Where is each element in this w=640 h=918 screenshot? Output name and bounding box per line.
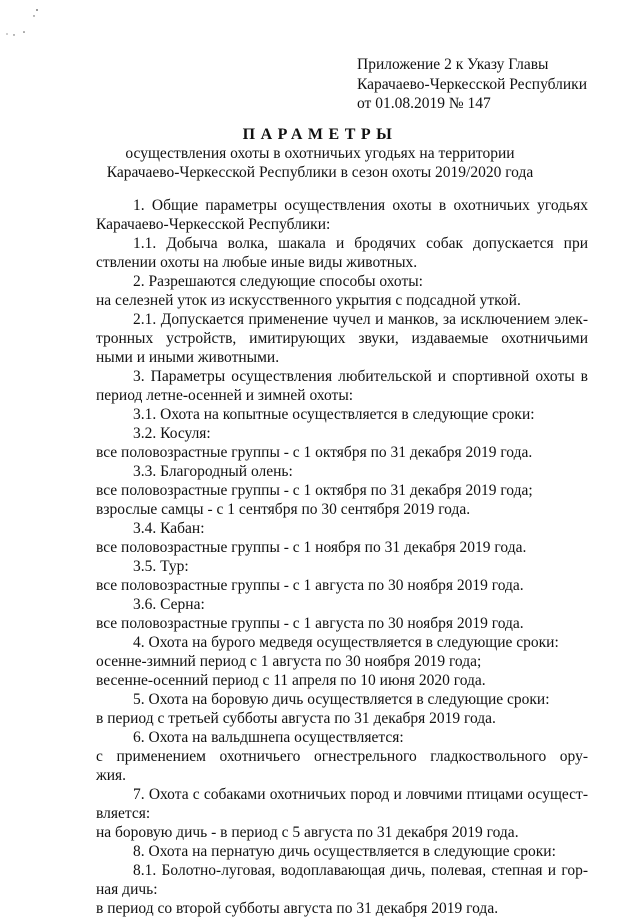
body-line: 3.4. Кабан: xyxy=(133,520,205,537)
body-line: на селезней уток из искусственного укрытия с подсадной уткой. xyxy=(96,292,521,309)
subtitle-line-1: осуществления охоты в охотничьих угодьях на территории xyxy=(125,145,515,162)
body-line: весенне-осенний период с 11 апреля по 10 июня 2020 года. xyxy=(96,672,486,689)
body-line: 3.6. Серна: xyxy=(133,596,205,613)
annex-line-2: Карачаево-Черкесской Республики xyxy=(357,75,587,93)
body-line: 8. Охота на пернатую дичь осуществляется в следующие сроки: xyxy=(133,843,556,860)
document-body xyxy=(96,196,588,918)
body-line: 4. Охота на бурого медведя осуществляется в следующие сроки: xyxy=(133,634,559,651)
subtitle-line-2: Карачаево-Черкесской Республики в сезон охоты 2019/2020 года xyxy=(106,164,534,181)
body-line: вляется: xyxy=(96,805,151,822)
annex-header xyxy=(357,55,587,114)
annex-line-3: от 01.08.2019 № 147 xyxy=(357,95,491,112)
body-line: 2.1. Допускается применение чучел и манков, за исключением элек- xyxy=(133,311,588,328)
scan-specks xyxy=(4,4,44,40)
body-line: ная дичь: xyxy=(96,881,158,898)
body-line: 1.1. Добыча волка, шакала и бродячих собак допускается при xyxy=(133,235,588,252)
body-line: взрослые самцы - с 1 сентября по 30 сентября 2019 года. xyxy=(96,501,471,518)
body-line: период летне-осенней и зимней охоты: xyxy=(96,387,354,404)
body-line: 1. Общие параметры осуществления охоты в охотничьих угодьях xyxy=(133,197,588,214)
body-line: все половозрастные группы - с 1 августа по 30 ноября 2019 года. xyxy=(96,577,524,594)
body-line: с применением охотничьего огнестрельного гладкоствольного ору- xyxy=(96,748,588,765)
body-line: 3.3. Благородный олень: xyxy=(133,463,293,480)
document-title: ПАРАМЕТРЫ xyxy=(242,126,398,143)
body-line: все половозрастные группы - с 1 ноября по 31 декабря 2019 года. xyxy=(96,539,527,556)
body-line: все половозрастные группы - с 1 октября по 31 декабря 2019 года; xyxy=(96,482,533,499)
body-line: 3.5. Тур: xyxy=(133,558,189,575)
annex-line-1: Приложение 2 к Указу Главы xyxy=(357,56,549,73)
body-line: ствлении охоты на любые иные виды животных. xyxy=(96,254,418,271)
body-line: ными и иными животными. xyxy=(96,349,280,366)
body-line: все половозрастные группы - с 1 октября по 31 декабря 2019 года. xyxy=(96,444,533,461)
body-line: 3.1. Охота на копытные осуществляется в следующие сроки: xyxy=(133,406,535,423)
body-line: осенне-зимний период с 1 августа по 30 ноября 2019 года; xyxy=(96,653,482,670)
body-line: 6. Охота на вальдшнепа осуществляется: xyxy=(133,729,404,746)
body-line: Карачаево-Черкесской Республики: xyxy=(96,216,331,233)
body-line: 7. Охота с собаками охотничьих пород и ловчими птицами осущест- xyxy=(133,786,588,803)
body-line: 5. Охота на боровую дичь осуществляется в следующие сроки: xyxy=(133,691,550,708)
body-line: 3.2. Косуля: xyxy=(133,425,211,442)
body-line: на боровую дичь - в период с 5 августа по 31 декабря 2019 года. xyxy=(96,824,519,841)
body-line: 2. Разрешаются следующие способы охоты: xyxy=(133,273,423,290)
body-line: жия. xyxy=(96,767,127,784)
body-line: тронных устройств, имитирующих звуки, издаваемые охотничьими xyxy=(96,330,588,347)
body-line: 8.1. Болотно-луговая, водоплавающая дичь, полевая, степная и гор- xyxy=(133,862,588,879)
body-line: 3. Параметры осуществления любительской и спортивной охоты в xyxy=(133,368,588,385)
body-line: все половозрастные группы - с 1 августа по 30 ноября 2019 года. xyxy=(96,615,524,632)
document-subtitle xyxy=(0,144,640,182)
body-line: в период со второй субботы августа по 31 декабря 2019 года. xyxy=(96,900,499,917)
body-line: в период с третьей субботы августа по 31 декабря 2019 года. xyxy=(96,710,496,727)
